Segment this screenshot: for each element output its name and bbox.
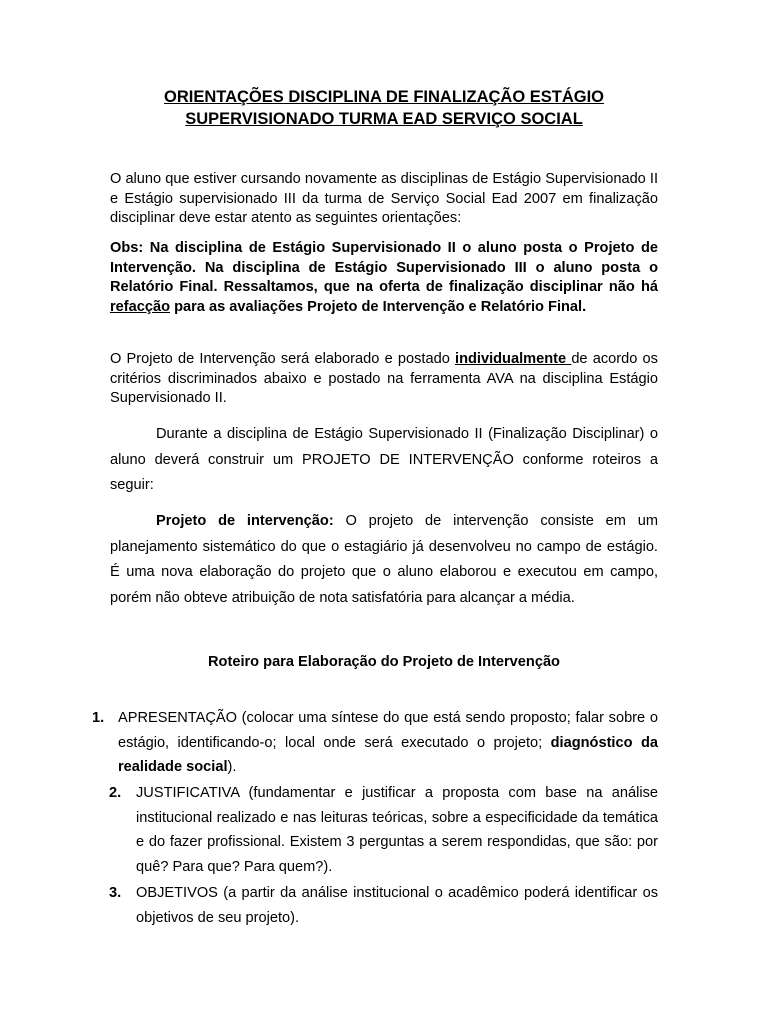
obs-underlined-word: refacção xyxy=(110,298,171,315)
list-item-text: APRESENTAÇÃO (colocar uma síntese do que está sendo proposto; falar sobre o estágio, identificando-o; local onde será executado o projeto; xyxy=(118,710,658,751)
projeto-paragraph xyxy=(110,350,658,409)
projeto-emphasis: individualmente xyxy=(455,351,572,367)
definicao-paragraph xyxy=(110,509,658,611)
obs-text-2: para as avaliações Projeto de Intervenção e Relatório Final. xyxy=(170,298,587,315)
list-item-bold-text: diagnóstico da realidade social xyxy=(118,734,658,775)
title-line-2: SUPERVISIONADO TURMA EAD SERVIÇO SOCIAL xyxy=(185,110,583,128)
list-item xyxy=(109,881,658,930)
projeto-text-2: de acordo os critérios discriminados abaixo e postado na ferramenta AVA na disciplina Estágio Supervisionado II. xyxy=(110,351,658,406)
projeto-text-1: O Projeto de Intervenção será elaborado e postado xyxy=(110,351,456,367)
list-item-number: 3. xyxy=(109,885,122,901)
intro-paragraph: O aluno que estiver cursando novamente as disciplinas de Estágio Supervisionado II e Estágio supervisionado III da turma de Serviço Social Ead 2007 em finalização disciplinar deve estar atento as seguintes orientações: xyxy=(110,171,658,226)
obs-text-1: Obs: Na disciplina de Estágio Supervisionado II o aluno posta o Projeto de Intervenção. Na disciplina de Estágio Supervisionado III o aluno posta o Relatório Final. Ressaltamos, que na oferta de finalização disciplinar não há xyxy=(110,240,658,295)
definicao-text: O projeto de intervenção consiste em um planejamento sistemático do que o estagiário já desenvolveu no campo de estágio. É uma nova elaboração do projeto que o aluno elaborou e executou em campo, porém não obteve atribuição de nota satisfatória para alcançar a média. xyxy=(110,513,658,606)
list-item-number: 2. xyxy=(109,785,122,801)
list-item-tail: ). xyxy=(227,759,237,775)
list-item xyxy=(109,781,658,879)
list-item-text: OBJETIVOS (a partir da análise institucional o acadêmico poderá identificar os objetivos de seu projeto). xyxy=(136,885,658,926)
durante-paragraph: Durante a disciplina de Estágio Supervisionado II (Finalização Disciplinar) o aluno deverá construir um PROJETO DE INTERVENÇÃO conforme roteiros a seguir: xyxy=(110,426,658,493)
list-item-number: 1. xyxy=(92,710,105,726)
list-item xyxy=(92,706,658,780)
obs-paragraph xyxy=(110,239,658,317)
definicao-label: Projeto de intervenção: xyxy=(156,513,334,529)
title-line-1: ORIENTAÇÕES DISCIPLINA DE FINALIZAÇÃO ESTÁGIO xyxy=(163,88,604,106)
roteiro-heading: Roteiro para Elaboração do Projeto de Intervenção xyxy=(208,654,560,670)
document-title xyxy=(100,86,668,130)
list-item-text: JUSTIFICATIVA (fundamentar e justificar a proposta com base na análise institucional realizado e nas leituras teóricas, sobre a especificidade da temática e do fazer profissional. Existem 3 perguntas a serem respondidas, que são: por quê? Para que? Para quem?). xyxy=(136,785,658,875)
